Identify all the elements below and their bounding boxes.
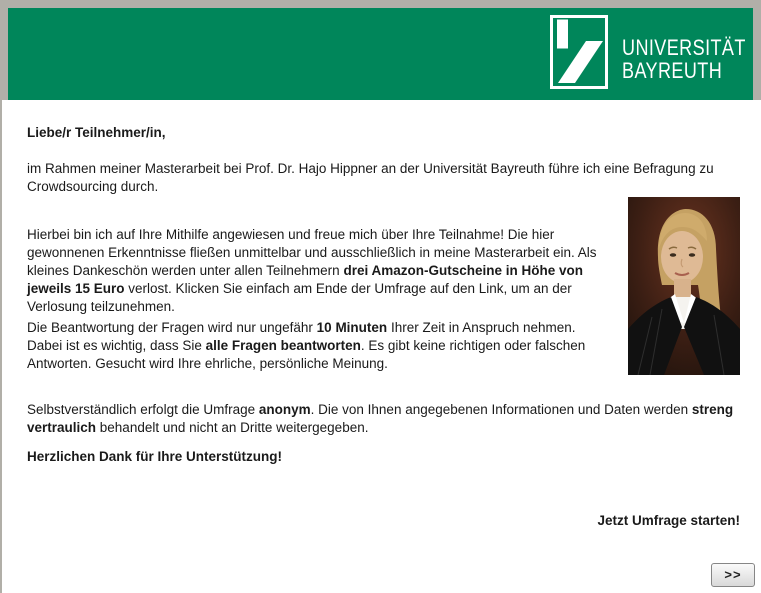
logo-line2: BAYREUTH — [622, 58, 723, 83]
duration-bold-minutes: 10 Minuten — [316, 320, 388, 335]
start-prompt: Jetzt Umfrage starten! — [597, 513, 740, 528]
intro-paragraph: im Rahmen meiner Masterarbeit bei Prof. Dr. Hajo Hippner an der Universität Bayreuth führe ich eine Befragung zu Crowdsourcing durch. — [27, 161, 714, 194]
privacy-text-3: behandelt und nicht an Dritte weitergegeben. — [96, 420, 369, 435]
thanks-line: Herzlichen Dank für Ihre Unterstützung! — [27, 449, 283, 464]
university-emblem-icon — [550, 15, 608, 89]
duration-bold-answer-all: alle Fragen beantworten — [205, 338, 361, 353]
privacy-bold-anonymous: anonym — [258, 402, 311, 417]
logo-line1: UNIVERSITÄT — [622, 35, 746, 60]
header-banner — [8, 8, 753, 100]
university-logo-text — [622, 36, 746, 82]
participation-paragraph — [27, 226, 602, 316]
survey-welcome-content — [0, 100, 761, 593]
university-logo — [550, 15, 761, 89]
duration-text-2: Ihrer Zeit in Anspruch nehmen. Dabei ist es wichtig, dass Sie — [27, 320, 576, 353]
duration-paragraph — [27, 319, 602, 373]
privacy-bold-confidential: streng vertraulich — [27, 402, 734, 435]
frame-left — [0, 0, 8, 100]
next-button[interactable]: >> — [711, 563, 755, 587]
privacy-paragraph — [27, 401, 742, 437]
privacy-text-1: Selbstverständlich erfolgt die Umfrage — [27, 402, 259, 417]
help-text-2: verlost. Klicken Sie einfach am Ende der Umfrage auf den Link, um an der Verlosung teilzunehmen. — [27, 281, 572, 314]
duration-text-3: . Es gibt keine richtigen oder falschen Antworten. Gesucht wird Ihre ehrliche, persönliche Meinung. — [27, 338, 586, 371]
salutation: Liebe/r Teilnehmer/in, — [27, 125, 166, 140]
help-text-1: Hierbei bin ich auf Ihre Mithilfe angewiesen und freue mich über Ihre Teilnahme! Die hier gewonnenen Erkenntnisse fließen unmittelbar und ausschließlich in meine Masterarbeit ein. Als kleines Dankeschön werden unter allen Teilnehmern — [27, 227, 597, 278]
privacy-text-2: . Die von Ihnen angegebenen Informationen und Daten werden — [310, 402, 692, 417]
researcher-portrait-photo — [628, 197, 740, 375]
duration-text-1: Die Beantwortung der Fragen wird nur ungefähr — [27, 320, 317, 335]
incentive-bold-text: drei Amazon-Gutscheine in Höhe von jeweils 15 Euro — [27, 263, 583, 296]
navigation-button-row — [711, 563, 755, 587]
frame-top — [0, 0, 761, 8]
